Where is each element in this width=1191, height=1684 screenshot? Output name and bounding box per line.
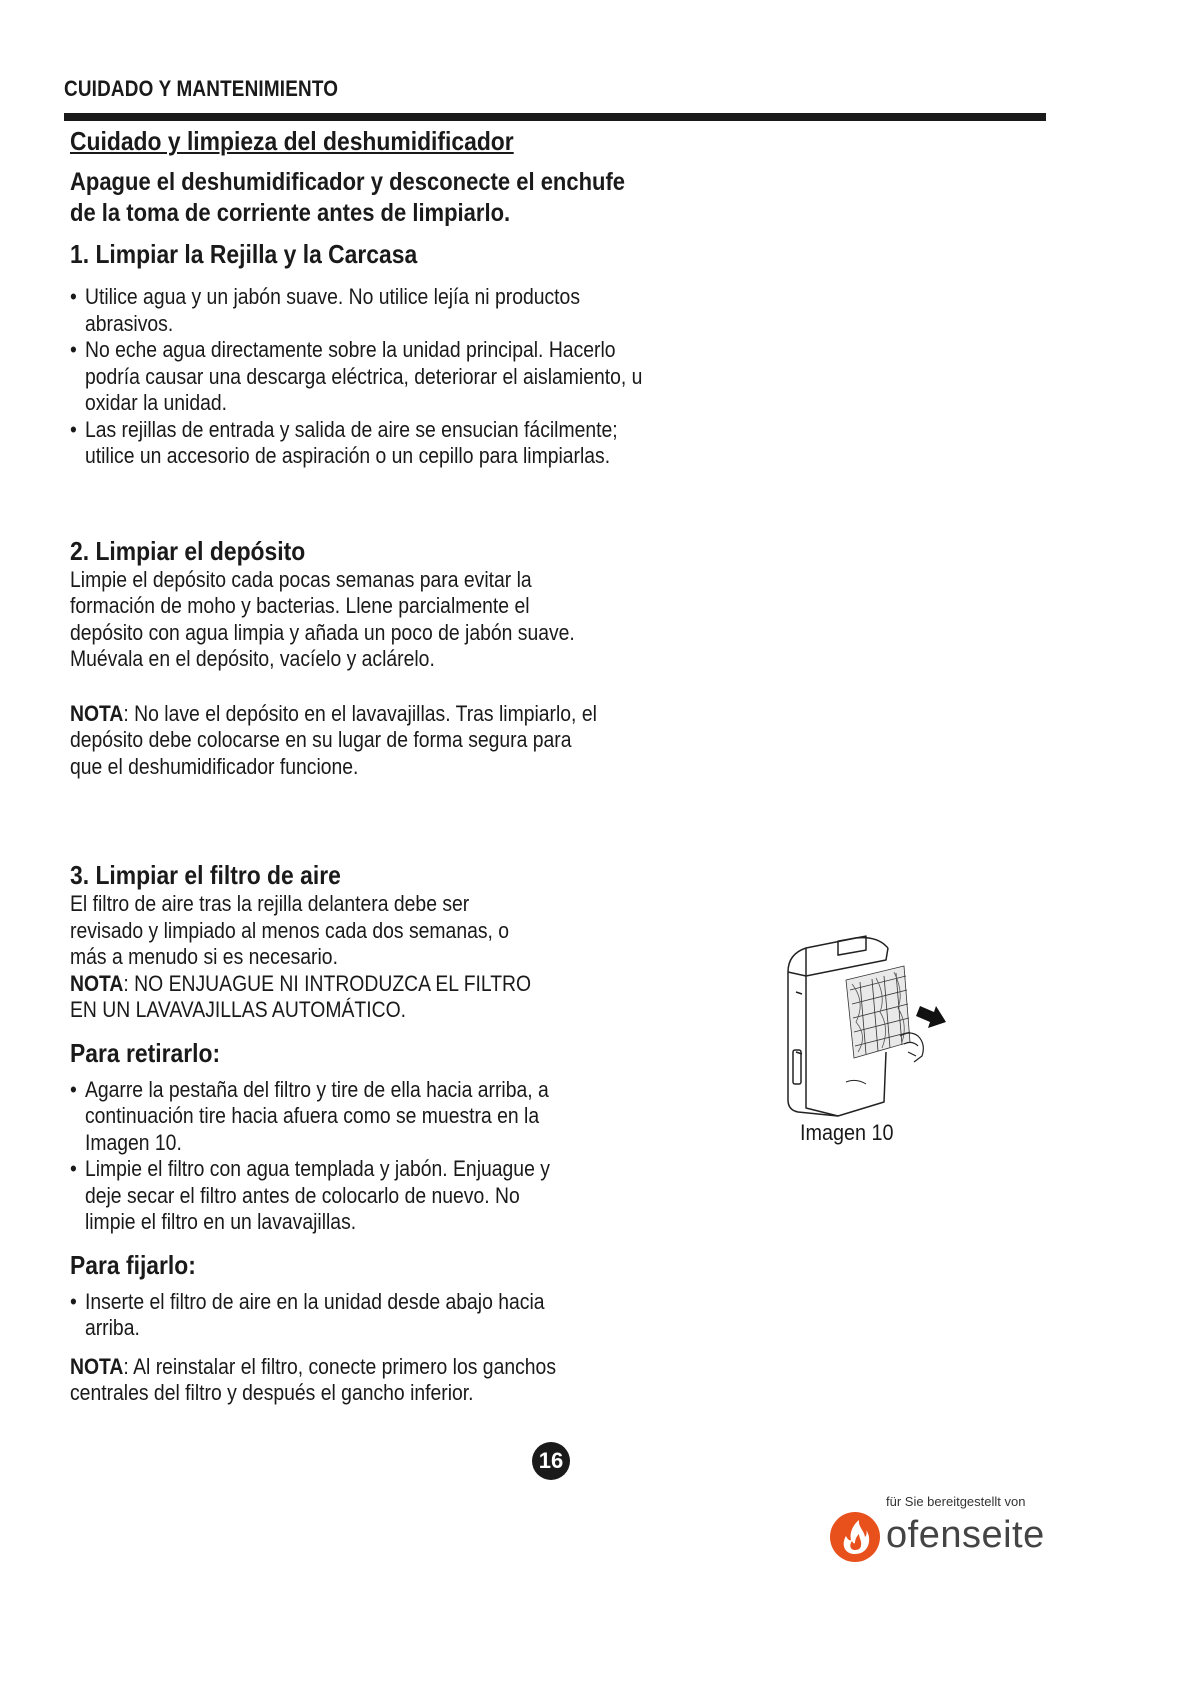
list-line: • Inserte el filtro de aire en la unidad desde abajo hacia: [84, 1288, 545, 1314]
page-number: 16: [532, 1442, 570, 1480]
text-line: depósito con agua limpia y añada un poco de jabón suave.: [70, 619, 575, 645]
header-rule: [64, 113, 1046, 121]
section-1-heading: 1. Limpiar la Rejilla y la Carcasa: [70, 239, 418, 269]
text-line: [70, 971, 730, 998]
text-line: centrales del filtro y después el gancho inferior.: [70, 1380, 474, 1405]
list-item: [70, 417, 730, 470]
list-line: Imagen 10.: [84, 1129, 182, 1155]
note-label: NOTA: [70, 970, 124, 996]
text-line: [70, 1354, 730, 1381]
text-line: más a menudo si es necesario.: [70, 944, 338, 969]
section-1-list: [70, 284, 730, 470]
list-line: continuación tire hacia afuera como se muestra en la: [84, 1103, 540, 1128]
note-label: NOTA: [70, 1353, 124, 1379]
list-line: • Limpie el filtro con agua templada y jabón. Enjuague y: [84, 1156, 550, 1181]
list-item: [70, 1289, 730, 1342]
list-line: oxidar la unidad.: [84, 390, 228, 415]
page-title: Cuidado y limpieza del deshumidificador: [70, 126, 514, 156]
list-line: utilice un accesorio de aspiración o un cepillo para limpiarlas.: [84, 443, 611, 468]
list-item: [70, 284, 730, 337]
main-content: [70, 122, 730, 1407]
list-item: [70, 1156, 730, 1236]
text-line: revisado y limpiado al menos cada dos semanas, o: [70, 917, 510, 943]
list-line: • Utilice agua y un jabón suave. No utilice lejía ni productos: [84, 284, 581, 309]
dehumidifier-illustration: [776, 932, 956, 1122]
remove-heading: Para retirarlo:: [70, 1037, 221, 1068]
text-line: formación de moho y bacterias. Llene parcialmente el: [70, 593, 530, 618]
text-line: Limpie el depósito cada pocas semanas para evitar la: [70, 566, 532, 592]
final-note: [70, 1354, 730, 1407]
section-2-paragraph: [70, 567, 730, 673]
list-line: abrasivos.: [84, 310, 174, 336]
list-line: • No eche agua directamente sobre la unidad principal. Hacerlo: [84, 337, 616, 362]
flame-icon: [828, 1510, 882, 1564]
text-line: depósito debe colocarse en su lugar de forma segura para: [70, 727, 572, 752]
warning-text: [70, 167, 730, 229]
arrow-icon: [916, 1006, 946, 1028]
fix-heading: Para fijarlo:: [70, 1249, 196, 1280]
warning-line: Apague el deshumidificador y desconecte el enchufe: [70, 168, 626, 196]
list-line: podría causar una descarga eléctrica, deteriorar el aislamiento, u: [84, 363, 643, 389]
list-line: deje secar el filtro antes de colocarlo de nuevo. No: [84, 1182, 520, 1208]
note-text: : No lave el depósito en el lavavajillas. Tras limpiarlo, el: [123, 700, 597, 726]
note-text: : NO ENJUAGUE NI INTRODUZCA EL FILTRO: [123, 970, 532, 996]
attribution-text: für Sie bereitgestellt von: [886, 1494, 1026, 1509]
section-2-note: [70, 701, 730, 781]
text-line: EN UN LAVAVAJILLAS AUTOMÁTICO.: [70, 997, 407, 1022]
warning-line: de la toma de corriente antes de limpiarlo.: [70, 199, 511, 227]
list-line: arriba.: [84, 1315, 140, 1340]
section-header: CUIDADO Y MANTENIMIENTO: [64, 76, 339, 101]
brand-name: ofenseite: [886, 1514, 1045, 1556]
section-2-heading: 2. Limpiar el depósito: [70, 535, 306, 566]
remove-list: [70, 1077, 730, 1236]
section-3-paragraph: [70, 891, 730, 1024]
fix-list: [70, 1289, 730, 1342]
list-item: [70, 1077, 730, 1157]
note-label: NOTA: [70, 700, 124, 726]
list-line: • Agarre la pestaña del filtro y tire de ella hacia arriba, a: [84, 1076, 549, 1102]
list-line: • Las rejillas de entrada y salida de aire se ensucian fácilmente;: [84, 416, 618, 442]
text-line: que el deshumidificador funcione.: [70, 753, 359, 779]
text-line: Muévala en el depósito, vacíelo y aclárelo.: [70, 646, 435, 671]
figure-caption: Imagen 10: [800, 1120, 894, 1145]
note-text: : Al reinstalar el filtro, conecte primero los ganchos: [123, 1353, 556, 1379]
text-line: [70, 701, 730, 728]
list-item: [70, 337, 730, 417]
ofenseite-logo: [828, 1512, 1058, 1562]
section-3-heading: 3. Limpiar el filtro de aire: [70, 860, 341, 890]
list-line: limpie el filtro en un lavavajillas.: [84, 1209, 357, 1234]
text-line: El filtro de aire tras la rejilla delantera debe ser: [70, 891, 470, 916]
